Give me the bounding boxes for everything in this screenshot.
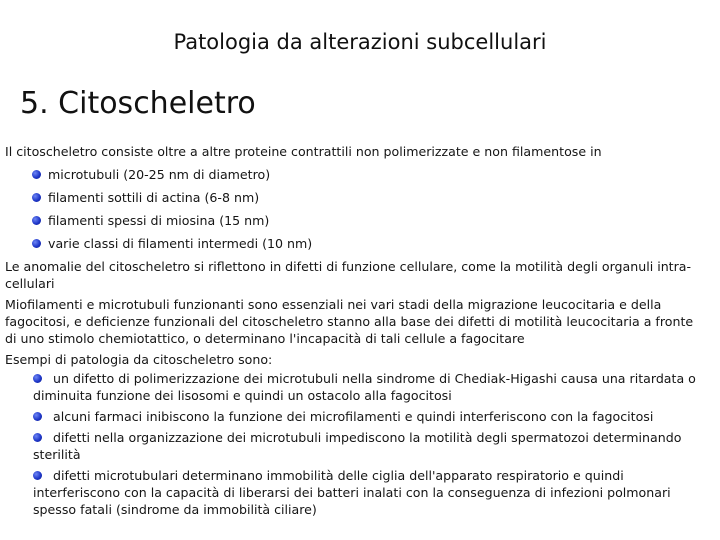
bullet-icon [32, 193, 41, 202]
section-heading: 5. Citoscheletro [20, 86, 256, 121]
list-item-text: filamenti sottili di actina (6-8 nm) [48, 190, 260, 205]
list-item [5, 166, 707, 183]
bullet-icon [32, 239, 41, 248]
list-item-text: difetti microtubulari determinano immobilità delle ciglia dell'apparato respiratorio e quindi interferiscono con la capacità di liberarsi dei batteri inalati con la conseguenza di infezioni polmonari spesso fatali (sindrome da immobilità ciliare) [33, 468, 671, 517]
bullet-icon [33, 412, 42, 421]
list-item [5, 408, 707, 425]
bullet-icon [33, 433, 42, 442]
list-item [5, 189, 707, 206]
list-item-text: varie classi di filamenti intermedi (10 nm) [48, 236, 313, 251]
list-item-text: microtubuli (20-25 nm di diametro) [48, 167, 271, 182]
bullet-icon [33, 471, 42, 480]
examples-title: Esempi di patologia da citoscheletro sono: [5, 352, 273, 367]
list-item [5, 467, 707, 518]
intro-paragraph: Il citoscheletro consiste oltre a altre proteine contrattili non polimerizzate e non filamentose in [5, 144, 602, 159]
bullet-icon [32, 170, 41, 179]
anomalies-paragraph: Le anomalie del citoscheletro si riflettono in difetti di funzione cellulare, come la motilità degli organuli intra-cellulari [5, 259, 692, 291]
list-item [5, 429, 707, 463]
list-item-text: filamenti spessi di miosina (15 nm) [48, 213, 270, 228]
list-item [5, 370, 707, 404]
slide-content [5, 143, 707, 518]
list-item-text: un difetto di polimerizzazione dei microtubuli nella sindrome di Chediak-Higashi causa una ritardata o diminuita funzione dei lisosomi e quindi un ostacolo alla fagocitosi [33, 371, 696, 403]
myofilaments-paragraph: Miofilamenti e microtubuli funzionanti sono essenziali nei vari stadi della migrazione leucocitaria e della fagocitosi, e deficienze funzionali del citoscheletro stanno alla base dei difetti di motilità leucocitaria a fronte di uno stimolo chemiotattico, o determinano l'incapacità di tali cellule a fagocitare [5, 297, 694, 346]
slide-title: Patologia da alterazioni subcellulari [173, 30, 547, 54]
list-item-text: alcuni farmaci inibiscono la funzione dei microfilamenti e quindi interferiscono con la fagocitosi [53, 409, 654, 424]
list-item [5, 235, 707, 252]
bullet-icon [32, 216, 41, 225]
list-item-text: difetti nella organizzazione dei microtubuli impediscono la motilità degli spermatozoi determinando sterilità [33, 430, 682, 462]
component-list [5, 166, 707, 252]
list-item [5, 212, 707, 229]
examples-list [5, 370, 707, 518]
bullet-icon [33, 374, 42, 383]
